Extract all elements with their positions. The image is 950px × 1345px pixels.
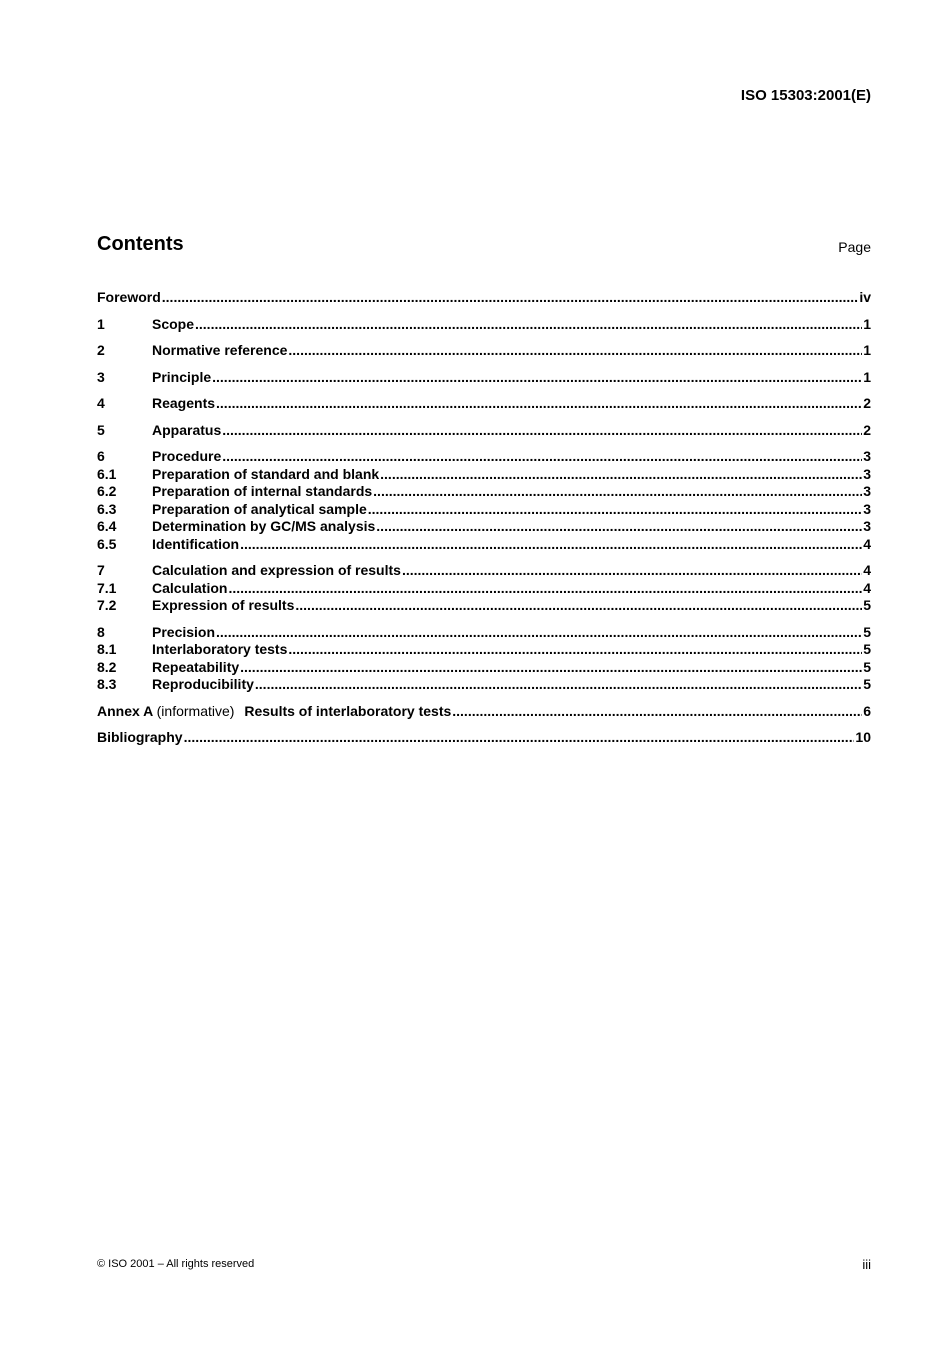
toc-entry-title: Calculation — [152, 579, 228, 596]
toc-entry-number: 8 — [97, 623, 105, 640]
toc-entry-number: 5 — [97, 421, 105, 438]
dot-leader — [288, 641, 862, 659]
toc-entry-number: 2 — [97, 342, 105, 358]
toc-entry-title: Principle — [152, 368, 212, 385]
annex-label: Annex A — [97, 702, 153, 719]
toc-entry-page: 5 — [863, 623, 871, 640]
dot-leader — [240, 659, 862, 677]
dot-leader — [222, 422, 862, 440]
dot-leader — [295, 597, 862, 615]
toc-entry[interactable] — [97, 597, 871, 615]
dot-leader — [373, 483, 862, 501]
toc-entry-number: 8.1 — [97, 641, 117, 657]
toc-entry-page: 5 — [863, 676, 871, 692]
toc-entry[interactable] — [97, 483, 871, 501]
dot-leader — [452, 703, 862, 721]
toc-entry-number: 6.4 — [97, 518, 117, 534]
toc-entry[interactable] — [97, 316, 871, 334]
toc-entry-page: 3 — [863, 448, 871, 464]
dot-leader — [162, 289, 859, 307]
toc-entry-title: Repeatability — [152, 658, 240, 675]
toc-entry-number: 6 — [97, 448, 105, 464]
toc-entry-number: 6.3 — [97, 500, 117, 517]
toc-entry-title: Expression of results — [152, 597, 295, 613]
toc-entry-page: 1 — [863, 342, 871, 358]
toc-entry[interactable] — [97, 395, 871, 413]
toc-entry-title: Bibliography — [97, 729, 183, 745]
dot-leader — [184, 729, 855, 747]
annex-type: (informative) — [156, 702, 235, 719]
toc-entry-title: Normative reference — [152, 342, 288, 358]
toc-entry-page: 5 — [863, 597, 871, 613]
toc-entry[interactable] — [97, 518, 871, 536]
toc-entry-page: 5 — [863, 641, 871, 657]
dot-leader — [402, 562, 862, 580]
page-number: iii — [862, 1257, 871, 1272]
toc-entry[interactable] — [97, 369, 871, 387]
dot-leader — [288, 342, 862, 360]
toc-entry-title: Procedure — [152, 448, 222, 464]
toc-entry-page: 1 — [863, 315, 871, 332]
toc-entry-foreword[interactable] — [97, 289, 871, 307]
dot-leader — [376, 518, 862, 536]
copyright-notice: © ISO 2001 – All rights reserved — [97, 1258, 255, 1270]
toc-entry-page: 3 — [863, 500, 871, 517]
toc-entry-page: 10 — [855, 729, 871, 745]
toc-entry-page: 3 — [863, 518, 871, 534]
toc-entry-page: 3 — [863, 483, 871, 499]
dot-leader — [195, 316, 862, 334]
dot-leader — [240, 536, 862, 554]
toc-entry-title: Preparation of standard and blank — [152, 465, 380, 482]
page-column-label: Page — [838, 239, 871, 255]
toc-entry-page: 2 — [863, 421, 871, 438]
toc-entry-title: Interlaboratory tests — [152, 641, 288, 657]
toc-entry-number: 8.2 — [97, 658, 117, 675]
toc-entry[interactable] — [97, 562, 871, 580]
toc-entry-title: Apparatus — [152, 421, 222, 438]
toc-entry-number: 7.1 — [97, 579, 117, 596]
toc-entry-title: Determination by GC/MS analysis — [152, 518, 376, 534]
toc-entry[interactable] — [97, 624, 871, 642]
toc-entry[interactable] — [97, 659, 871, 677]
toc-entry-page: 5 — [863, 658, 871, 675]
toc-entry[interactable] — [97, 422, 871, 440]
toc-annex-title — [97, 703, 451, 721]
dot-leader — [216, 395, 862, 413]
toc-entry-number: 4 — [97, 395, 105, 411]
toc-entry-number: 8.3 — [97, 676, 117, 692]
dot-leader — [380, 466, 862, 484]
dot-leader — [222, 448, 862, 466]
toc-entry-number: 7.2 — [97, 597, 117, 613]
dot-leader — [216, 624, 862, 642]
toc-entry-page: 4 — [863, 562, 871, 578]
toc-entry-number: 3 — [97, 368, 105, 385]
toc-entry-page: 3 — [863, 465, 871, 482]
toc-entry[interactable] — [97, 580, 871, 598]
table-of-contents — [97, 289, 871, 747]
toc-entry-title: Reproducibility — [152, 676, 254, 692]
dot-leader — [212, 369, 862, 387]
annex-title: Results of interlaboratory tests — [244, 702, 452, 719]
toc-entry-title: Scope — [152, 315, 195, 332]
toc-entry-number: 6.5 — [97, 535, 117, 552]
contents-title: Contents — [97, 233, 184, 255]
dot-leader — [368, 501, 862, 519]
toc-entry-number: 6.1 — [97, 465, 117, 482]
toc-entry-title: Identification — [152, 535, 240, 552]
toc-entry[interactable] — [97, 448, 871, 466]
toc-entry[interactable] — [97, 466, 871, 484]
toc-entry-page: 4 — [863, 535, 871, 552]
toc-entry-title: Preparation of analytical sample — [152, 500, 367, 517]
toc-entry-number: 7 — [97, 562, 105, 578]
toc-entry-number: 1 — [97, 315, 105, 332]
toc-entry-title: Calculation and expression of results — [152, 562, 401, 578]
toc-entry[interactable] — [97, 641, 871, 659]
toc-entry-page: 6 — [863, 702, 871, 719]
toc-entry-title: Precision — [152, 623, 216, 640]
toc-entry-annex-a[interactable] — [97, 703, 871, 721]
dot-leader — [255, 676, 862, 694]
toc-entry[interactable] — [97, 536, 871, 554]
toc-entry-bibliography[interactable] — [97, 729, 871, 747]
toc-entry-number: 6.2 — [97, 483, 117, 499]
toc-entry[interactable] — [97, 342, 871, 360]
toc-entry-title: Reagents — [152, 395, 216, 411]
toc-entry-page: 2 — [863, 395, 871, 411]
dot-leader — [228, 580, 862, 598]
toc-entry[interactable] — [97, 676, 871, 694]
toc-entry-title: Preparation of internal standards — [152, 483, 373, 499]
toc-entry-page: 1 — [863, 368, 871, 385]
toc-entry-page: 4 — [863, 579, 871, 596]
toc-entry[interactable] — [97, 501, 871, 519]
toc-entry-page: iv — [859, 289, 871, 305]
document-id: ISO 15303:2001(E) — [740, 87, 871, 104]
toc-entry-title: Foreword — [97, 289, 161, 305]
